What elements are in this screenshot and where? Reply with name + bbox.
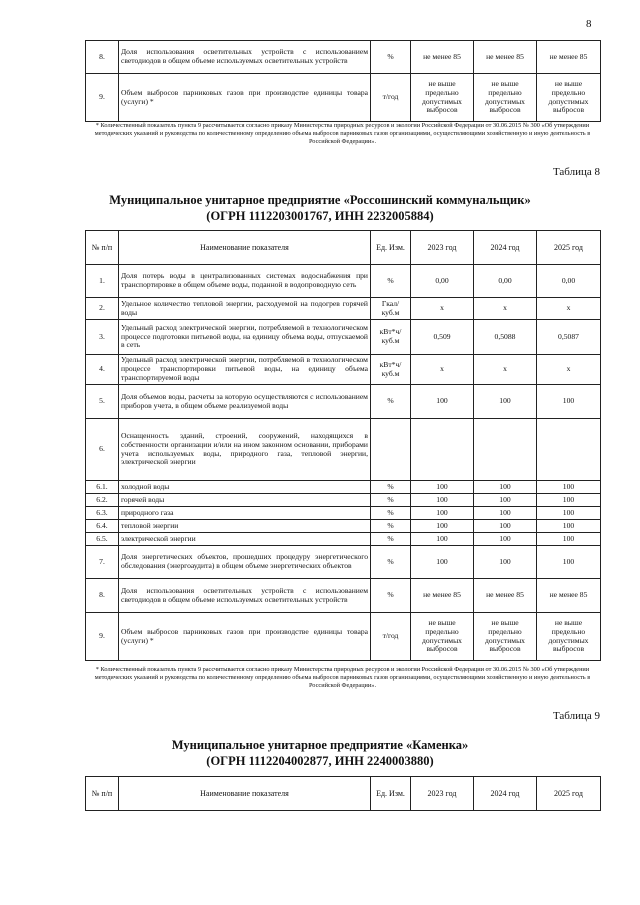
unit-cell: % <box>371 546 411 579</box>
header-2023: 2023 год <box>411 777 474 811</box>
header-name: Наименование показателя <box>119 231 371 265</box>
value-2023: не менее 85 <box>411 579 474 613</box>
header-2025: 2025 год <box>537 777 601 811</box>
value-2024: 0,5088 <box>474 320 537 355</box>
header-2023: 2023 год <box>411 231 474 265</box>
indicator-name: Удельное количество тепловой энергии, расходуемой на подогрев горячей воды <box>119 298 371 320</box>
indicator-name: тепловой энергии <box>119 520 371 533</box>
indicator-name: природного газа <box>119 507 371 520</box>
unit-cell: % <box>371 265 411 298</box>
row-number: 9. <box>86 613 119 661</box>
unit-cell <box>371 419 411 481</box>
row-number: 2. <box>86 298 119 320</box>
value-2025: 100 <box>537 385 601 419</box>
unit-cell: % <box>371 494 411 507</box>
unit-cell: % <box>371 481 411 494</box>
value-2024: не менее 85 <box>474 579 537 613</box>
indicator-name: Доля использования осветительных устройств с использованием светодиодов в общем объеме используемых осветительных устройств <box>119 579 371 613</box>
value-2024: 100 <box>474 546 537 579</box>
table-header-row <box>86 231 601 265</box>
table-row <box>86 613 601 661</box>
value-2025: не менее 85 <box>537 579 601 613</box>
value-2023 <box>411 419 474 481</box>
row-number: 6.5. <box>86 533 119 546</box>
footnote-top: * Количественный показатель пункта 9 рассчитывается согласно приказу Министерства природных ресурсов и экологии Российской Федерации от 30.06.2015 № 300 «Об утверждении методических указаний и руководства по количественному определению объема выбросов парниковых газов организациями, осуществляющими хозяйственную и иную деятельность в Российской Федерации». <box>94 122 591 145</box>
value-2024: не менее 85 <box>474 41 537 74</box>
value-2023: х <box>411 355 474 385</box>
value-2023: не выше предельно допустимых выбросов <box>411 613 474 661</box>
row-number: 5. <box>86 385 119 419</box>
table-row <box>86 533 601 546</box>
header-2025: 2025 год <box>537 231 601 265</box>
row-number: 6.3. <box>86 507 119 520</box>
table-row <box>86 520 601 533</box>
value-2024: х <box>474 298 537 320</box>
value-2024: 100 <box>474 481 537 494</box>
top-continuation-table <box>85 40 601 122</box>
indicator-name: Доля использования осветительных устройств с использованием светодиодов в общем объеме используемых осветительных устройств <box>119 41 371 74</box>
table-row <box>86 320 601 355</box>
header-unit: Ед. Изм. <box>371 777 411 811</box>
value-2024: 100 <box>474 533 537 546</box>
row-number: 6.1. <box>86 481 119 494</box>
value-2025: 100 <box>537 533 601 546</box>
value-2025: не выше предельно допустимых выбросов <box>537 74 601 122</box>
row-number: 1. <box>86 265 119 298</box>
value-2023: 100 <box>411 533 474 546</box>
value-2023: 100 <box>411 481 474 494</box>
row-number: 6.2. <box>86 494 119 507</box>
value-2024: 100 <box>474 385 537 419</box>
value-2025: 100 <box>537 481 601 494</box>
indicator-name: Оснащенность зданий, строений, сооружений, находящихся в собственности организации и/или на ином законном основании, приборами учета используемых воды, природного газа, тепловой энергии, электрической энергии <box>119 419 371 481</box>
value-2024: не выше предельно допустимых выбросов <box>474 74 537 122</box>
table-row <box>86 579 601 613</box>
page-number: 8 <box>586 18 592 30</box>
unit-cell: Гкал/ куб.м <box>371 298 411 320</box>
value-2024: не выше предельно допустимых выбросов <box>474 613 537 661</box>
header-unit: Ед. Изм. <box>371 231 411 265</box>
table-row <box>86 481 601 494</box>
value-2025: 100 <box>537 520 601 533</box>
unit-cell: % <box>371 507 411 520</box>
table-row <box>86 494 601 507</box>
indicator-name: Удельный расход электрической энергии, потребляемой в технологическом процессе транспортировки питьевой воды, на единицу объема транспортируемой воды <box>119 355 371 385</box>
unit-cell: т/год <box>371 613 411 661</box>
header-2024: 2024 год <box>474 231 537 265</box>
header-2024: 2024 год <box>474 777 537 811</box>
table-row <box>86 507 601 520</box>
value-2025: 0,5087 <box>537 320 601 355</box>
value-2024: х <box>474 355 537 385</box>
value-2023: х <box>411 298 474 320</box>
table-9-label: Таблица 9 <box>552 710 600 722</box>
indicator-name: Доля объемов воды, расчеты за которую осуществляются с использованием приборов учета, в общем объеме реализуемой воды <box>119 385 371 419</box>
row-number: 4. <box>86 355 119 385</box>
unit-cell: т/год <box>371 74 411 122</box>
table-9-title-line1: Муниципальное унитарное предприятие «Каменка» <box>171 738 469 752</box>
indicator-name: горячей воды <box>119 494 371 507</box>
header-number: № п/п <box>86 231 119 265</box>
value-2023: не выше предельно допустимых выбросов <box>411 74 474 122</box>
table-8 <box>85 230 601 661</box>
table-9 <box>85 776 601 811</box>
value-2023: 100 <box>411 520 474 533</box>
row-number: 6.4. <box>86 520 119 533</box>
value-2025: 100 <box>537 546 601 579</box>
row-number: 9. <box>86 74 119 122</box>
indicator-name: холодной воды <box>119 481 371 494</box>
unit-cell: % <box>371 533 411 546</box>
value-2024: 100 <box>474 520 537 533</box>
table-row <box>86 74 601 122</box>
value-2025: не менее 85 <box>537 41 601 74</box>
table-row <box>86 298 601 320</box>
indicator-name: Доля потерь воды в централизованных системах водоснабжения при транспортировке в общем объеме воды, поданной в водопроводную сеть <box>119 265 371 298</box>
table-row <box>86 41 601 74</box>
table-header-row <box>86 777 601 811</box>
indicator-name: Объем выбросов парниковых газов при производстве единицы товара (услуги) * <box>119 613 371 661</box>
value-2023: 100 <box>411 494 474 507</box>
value-2024: 0,00 <box>474 265 537 298</box>
value-2023: 100 <box>411 507 474 520</box>
header-number: № п/п <box>86 777 119 811</box>
value-2023: 100 <box>411 385 474 419</box>
value-2025: 0,00 <box>537 265 601 298</box>
indicator-name: Удельный расход электрической энергии, потребляемой в технологическом процессе подготовки питьевой воды, на единицу объема воды, отпускаемой в сеть <box>119 320 371 355</box>
header-name: Наименование показателя <box>119 777 371 811</box>
value-2025: не выше предельно допустимых выбросов <box>537 613 601 661</box>
value-2024: 100 <box>474 507 537 520</box>
value-2023: не менее 85 <box>411 41 474 74</box>
row-number: 6. <box>86 419 119 481</box>
table-9-title-line2: (ОГРН 1112204002877, ИНН 2240003880) <box>206 754 434 769</box>
value-2024 <box>474 419 537 481</box>
indicator-name: Объем выбросов парниковых газов при производстве единицы товара (услуги) * <box>119 74 371 122</box>
unit-cell: % <box>371 579 411 613</box>
value-2025: х <box>537 298 601 320</box>
row-number: 8. <box>86 579 119 613</box>
value-2023: 0,509 <box>411 320 474 355</box>
value-2025: 100 <box>537 494 601 507</box>
unit-cell: % <box>371 385 411 419</box>
indicator-name: электрической энергии <box>119 533 371 546</box>
value-2023: 0,00 <box>411 265 474 298</box>
table-row <box>86 265 601 298</box>
unit-cell: % <box>371 520 411 533</box>
footnote-table-8: * Количественный показатель пункта 9 рассчитывается согласно приказу Министерства природных ресурсов и экологии Российской Федерации от 30.06.2015 № 300 «Об утверждении методических указаний и руководства по количественному определению объема выбросов парниковых газов организациями, осуществляющими хозяйственную и иную деятельность в Российской Федерации». <box>94 666 591 689</box>
table-8-title <box>40 192 600 225</box>
value-2025: 100 <box>537 507 601 520</box>
table-row <box>86 385 601 419</box>
value-2024: 100 <box>474 494 537 507</box>
table-row <box>86 546 601 579</box>
value-2025: х <box>537 355 601 385</box>
unit-cell: кВт*ч/ куб.м <box>371 320 411 355</box>
value-2023: 100 <box>411 546 474 579</box>
row-number: 8. <box>86 41 119 74</box>
table-8-label: Таблица 8 <box>552 166 600 178</box>
indicator-name: Доля энергетических объектов, прошедших процедуру энергетического обследования (энергоаудита) в общем объеме энергетических объектов <box>119 546 371 579</box>
value-2025 <box>537 419 601 481</box>
unit-cell: кВт*ч/ куб.м <box>371 355 411 385</box>
table-row <box>86 355 601 385</box>
table-8-title-line2: (ОГРН 1112203001767, ИНН 2232005884) <box>206 209 434 224</box>
table-row <box>86 419 601 481</box>
row-number: 7. <box>86 546 119 579</box>
unit-cell: % <box>371 41 411 74</box>
table-9-title <box>40 737 600 770</box>
table-8-title-line1: Муниципальное унитарное предприятие «Россошинский коммунальщик» <box>109 193 531 207</box>
row-number: 3. <box>86 320 119 355</box>
